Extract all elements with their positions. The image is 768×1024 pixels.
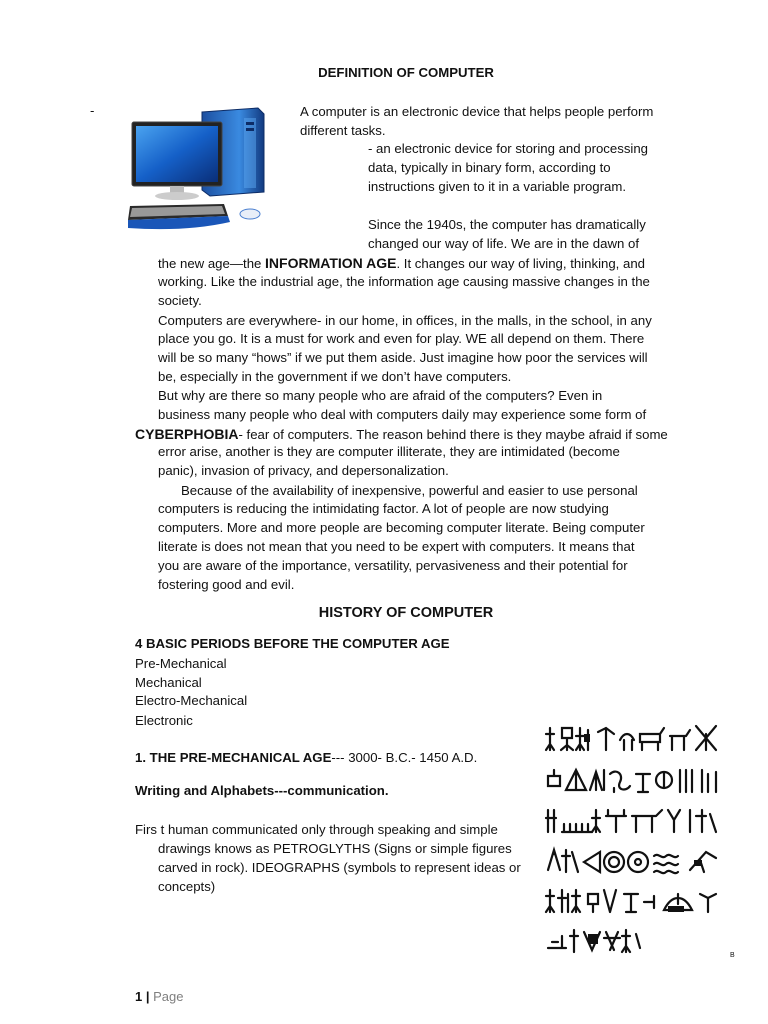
- paragraph-line: Firs t human communicated only through speaking and simple: [135, 822, 498, 837]
- cyberphobia-line: [135, 425, 668, 444]
- paragraph-line: be, especially in the government if we don’t have computers.: [158, 369, 512, 384]
- paragraph-line: you are aware of the importance, versatility, pervasiveness and their potential for: [158, 558, 628, 573]
- intro-line-1: A computer is an electronic device that helps people perform: [300, 104, 654, 119]
- definition-line-3: instructions given to it in a variable program.: [368, 179, 627, 194]
- paragraph-line: fostering good and evil.: [158, 577, 295, 592]
- paragraph-line: error arise, another is they are computer illiterate, they are intimidated (become: [158, 444, 620, 459]
- paragraph-line: concepts): [158, 879, 216, 894]
- paragraph-line: working. Like the industrial age, the information age causing massive changes in the: [158, 274, 650, 289]
- page-number: 1: [135, 989, 143, 1004]
- period-item: Mechanical: [135, 675, 202, 690]
- paragraph-line: business many people who deal with computers daily may experience some form of: [158, 407, 647, 422]
- history-title: HISTORY OF COMPUTER: [318, 605, 494, 621]
- paragraph-line: But why are there so many people who are afraid of the computers? Even in: [158, 388, 603, 403]
- page-footer: [135, 988, 184, 1006]
- periods-heading: 4 BASIC PERIODS BEFORE THE COMPUTER AGE: [135, 636, 450, 651]
- paragraph-line: drawings knows as PETROGLYTHS (Signs or simple figures: [158, 841, 512, 856]
- page-label: Page: [153, 989, 184, 1004]
- paragraph-line: carved in rock). IDEOGRAPHS (symbols to represent ideas or: [158, 860, 521, 875]
- petroglyph-illustration: [544, 720, 730, 960]
- definition-line-1: - an electronic device for storing and processing: [368, 141, 649, 156]
- paragraph-line: place you go. It is a must for work and even for play. WE all depend on them. There: [158, 331, 645, 346]
- since-line-2: changed our way of life. We are in the dawn of: [368, 236, 639, 251]
- cyberphobia-term: CYBERPHOBIA: [135, 426, 239, 442]
- paragraph-line: literate is does not mean that you need to be expert with computers. It means that: [158, 539, 635, 554]
- period-item: Pre-Mechanical: [135, 656, 227, 671]
- paragraph-line: will be so many “hows” if we put them aside. Just imagine how poor the services will: [158, 350, 648, 365]
- period-item: Electro-Mechanical: [135, 693, 248, 708]
- desktop-computer-illustration: [126, 104, 268, 232]
- dash-marker: -: [90, 103, 95, 118]
- since-line-1: Since the 1940s, the computer has dramatically: [368, 217, 646, 232]
- info-age-pre: the new age—the: [158, 256, 266, 271]
- period-item: Electronic: [135, 713, 193, 728]
- information-age-term: INFORMATION AGE: [265, 255, 397, 271]
- page-title: DEFINITION OF COMPUTER: [318, 65, 494, 80]
- paragraph-line: society.: [158, 293, 202, 308]
- paragraph-line: computers is reducing the intimidating factor. A lot of people are now studying: [158, 501, 609, 516]
- pre-mechanical-heading-line: [135, 749, 477, 767]
- footer-separator: |: [145, 989, 150, 1004]
- pre-mechanical-heading: 1. THE PRE-MECHANICAL AGE: [135, 750, 332, 765]
- intro-line-2: different tasks.: [300, 123, 386, 138]
- paragraph-line: Because of the availability of inexpensive, powerful and easier to use personal: [181, 483, 638, 498]
- pre-mechanical-dates: --- 3000- B.C.- 1450 A.D.: [331, 750, 478, 765]
- paragraph-line: computers. More and more people are becoming computer literate. Being computer: [158, 520, 645, 535]
- paragraph-line: Computers are everywhere- in our home, in offices, in the malls, in the school, in any: [158, 313, 652, 328]
- definition-line-2: data, typically in binary form, according to: [368, 160, 611, 175]
- image-mark: B: [730, 952, 735, 959]
- writing-heading: Writing and Alphabets---communication.: [135, 783, 389, 798]
- info-age-post: . It changes our way of living, thinking, and: [396, 256, 645, 271]
- paragraph-line: panic), invasion of privacy, and depersonalization.: [158, 463, 449, 478]
- info-age-line: [158, 254, 645, 273]
- cyberphobia-post: - fear of computers. The reason behind there is they maybe afraid if some: [238, 427, 668, 442]
